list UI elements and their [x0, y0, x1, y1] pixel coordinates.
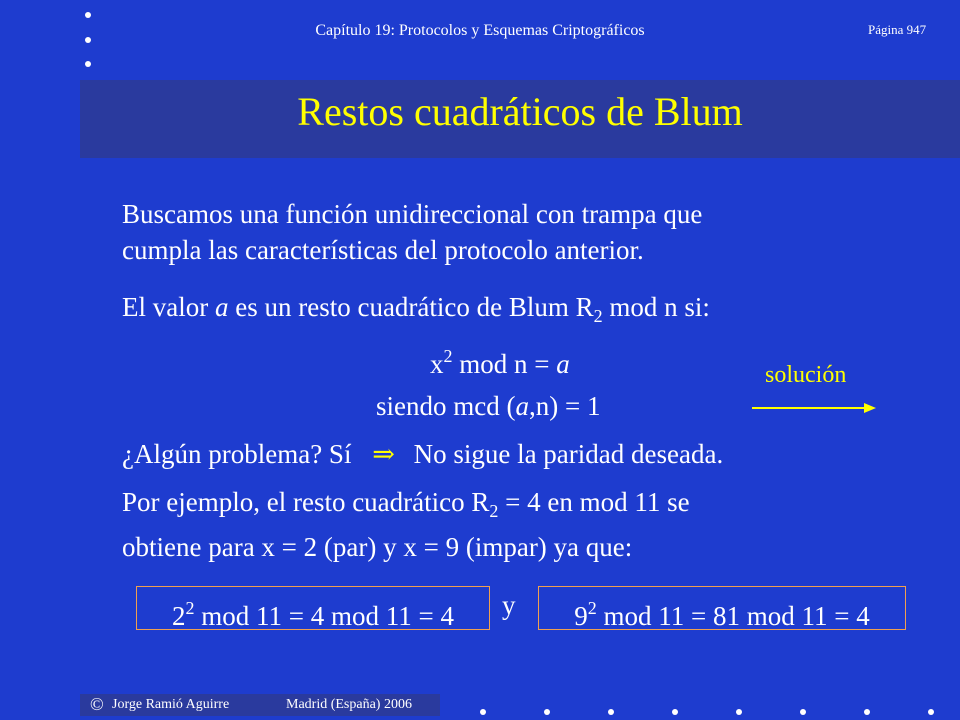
subscript: 2 — [593, 306, 603, 326]
text-run: = 4 en mod 11 se — [498, 487, 690, 517]
paragraph-4-line-2: obtiene para x = 2 (par) y x = 9 (impar) ya que: — [122, 532, 633, 562]
decor-dot — [85, 61, 91, 67]
example-box-2 — [538, 586, 906, 630]
text-run: Por ejemplo, el resto cuadrático R — [122, 487, 490, 517]
arrow-right-icon[interactable] — [752, 400, 877, 416]
text-run: es un resto cuadrático de Blum R — [228, 292, 594, 322]
equation-1 — [430, 338, 570, 382]
text-run: 9 — [574, 601, 588, 631]
variable-a: a — [214, 292, 229, 322]
superscript: 2 — [443, 346, 453, 366]
paragraph-3 — [122, 436, 922, 472]
equation-2 — [376, 388, 600, 424]
decor-dot — [480, 709, 486, 715]
decor-dot — [544, 709, 550, 715]
decor-dot — [608, 709, 614, 715]
paragraph-1-line-1: Buscamos una función unidireccional con trampa que — [122, 199, 703, 229]
decor-dot — [864, 709, 870, 715]
text-run: siendo mcd ( — [376, 391, 516, 421]
paragraph-1-line-2: cumpla las características del protocolo anterior. — [122, 235, 644, 265]
copyright-icon: © — [90, 694, 104, 714]
text-run: ,n) = 1 — [528, 391, 601, 421]
footer-place: Madrid (España) 2006 — [286, 697, 412, 712]
paragraph-1 — [122, 196, 922, 268]
text-run: No sigue la paridad deseada. — [413, 439, 724, 469]
variable-a: a — [515, 391, 529, 421]
solution-link[interactable]: solución — [765, 362, 847, 388]
text-run: mod 11 = 4 mod 11 = 4 — [194, 601, 454, 631]
text-run: El valor — [122, 292, 215, 322]
decor-dot — [928, 709, 934, 715]
decor-dot — [85, 12, 91, 18]
paragraph-4 — [122, 484, 922, 565]
text-run: mod n = — [452, 349, 557, 379]
text-run: 2 — [172, 601, 186, 631]
text-run: ¿Algún problema? Sí — [122, 439, 352, 469]
slide-title: Restos cuadráticos de Blum — [297, 89, 743, 134]
text-run: mod n si: — [602, 292, 710, 322]
decor-dot — [800, 709, 806, 715]
text-run: mod 11 = 81 mod 11 = 4 — [596, 601, 870, 631]
decor-dot — [672, 709, 678, 715]
example-separator: y — [502, 590, 516, 620]
superscript: 2 — [185, 598, 195, 618]
decor-dot — [736, 709, 742, 715]
subscript: 2 — [489, 501, 499, 521]
superscript: 2 — [587, 598, 597, 618]
footer-author: Jorge Ramió Aguirre — [112, 697, 230, 712]
chapter-header: Capítulo 19: Protocolos y Esquemas Criptográficos — [315, 22, 645, 39]
variable-a: a — [556, 349, 570, 379]
paragraph-4-line-1 — [122, 484, 922, 529]
paragraph-2 — [122, 289, 922, 334]
text-run: x — [430, 349, 444, 379]
implies-arrow-icon: ⇒ — [372, 439, 395, 469]
example-box-1 — [136, 586, 490, 630]
page-number: Página 947 — [868, 22, 927, 37]
